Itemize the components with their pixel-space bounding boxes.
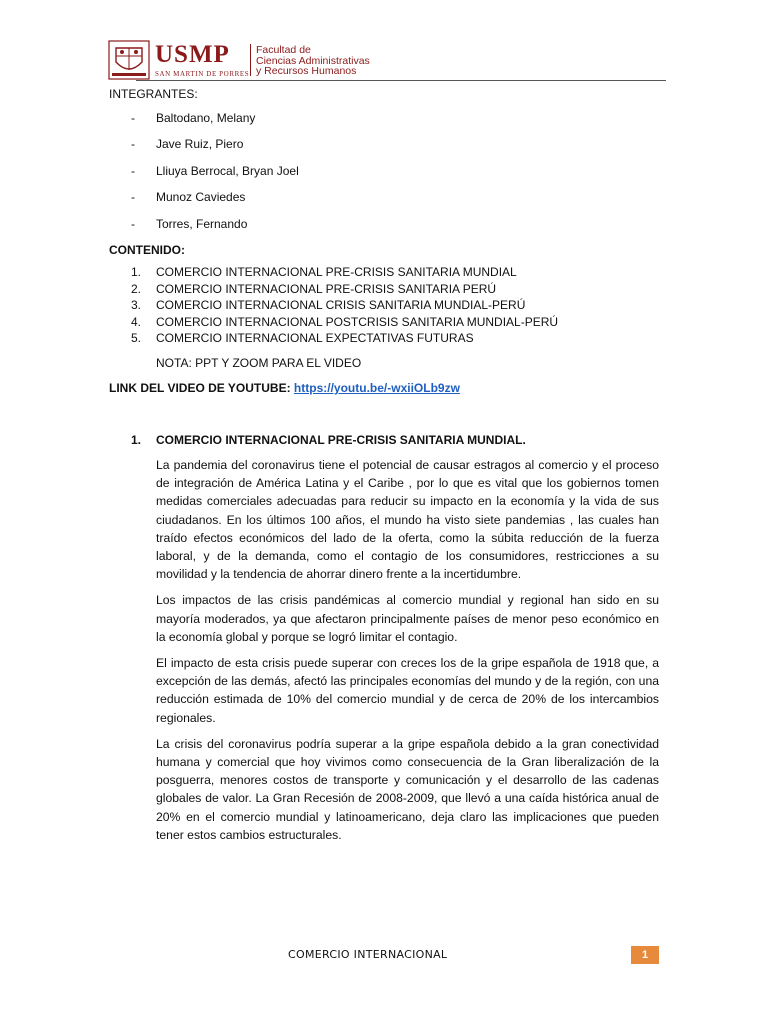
list-item: 4. COMERCIO INTERNACIONAL POSTCRISIS SANITARIA MUNDIAL-PERÚ	[131, 314, 559, 329]
video-link-label: LINK DEL VIDEO DE YOUTUBE:	[109, 380, 291, 395]
note: NOTA: PPT Y ZOOM PARA EL VIDEO	[156, 355, 362, 370]
paragraph: La crisis del coronavirus podría superar a la gripe española debido a la gran conectividad humana y comercial que hoy vivimos como consecuencia de la Gran liberalización de la posguerra, menores costos de transporte y comunicación y el desarrollo de las cadenas globales de valor. La Gran Recesión de 2008-2009, que llevó a una caída histórica anual de 20% en el comercio mundial y latinoamericano, deja claro las implicaciones que pueden tener estos cambios estructurales.	[156, 736, 659, 842]
paragraph: Los impactos de las crisis pandémicas al comercio mundial y regional han sido en su mayoría moderados, ya que afectaron principalmente países de menor peso económico en la economía global y porque se logró limitar el contagio.	[156, 593, 659, 644]
brand-block	[155, 42, 249, 78]
university-crest-icon	[108, 40, 150, 80]
header-divider	[250, 44, 251, 76]
member-name: Baltodano, Melany	[156, 111, 256, 125]
member-name: Torres, Fernando	[156, 216, 248, 231]
list-item: - Jave Ruiz, Piero	[131, 137, 244, 152]
list-item: - Baltodano, Melany	[131, 111, 256, 125]
contents-item: COMERCIO INTERNACIONAL PRE-CRISIS SANITARIA PERÚ	[156, 281, 497, 296]
brand-subtitle: SAN MARTIN DE PORRES	[155, 70, 250, 78]
list-item: - Lliuya Berrocal, Bryan Joel	[131, 163, 299, 178]
faculty-name	[256, 45, 370, 77]
paragraph: El impacto de esta crisis puede superar con creces los de la gripe española de 1918 que, a excepción de las demás, afectó las principales economías del mundo y de la región, con una reducción estimada de 10% del comercio mundial y de cerca de 20% de los intercambios regionales.	[156, 655, 659, 725]
list-item: - Munoz Caviedes	[131, 190, 246, 205]
list-item: 5. COMERCIO INTERNACIONAL EXPECTATIVAS FUTURAS	[131, 331, 474, 346]
document-header	[108, 40, 666, 82]
contents-item: COMERCIO INTERNACIONAL POSTCRISIS SANITARIA MUNDIAL-PERÚ	[156, 314, 559, 329]
member-name: Lliuya Berrocal, Bryan Joel	[156, 163, 299, 178]
faculty-line: Facultad de	[256, 44, 311, 56]
header-rule	[136, 80, 666, 81]
contents-item: COMERCIO INTERNACIONAL EXPECTATIVAS FUTURAS	[156, 331, 474, 346]
list-item: 2. COMERCIO INTERNACIONAL PRE-CRISIS SANITARIA PERÚ	[131, 281, 497, 296]
member-name: Munoz Caviedes	[156, 190, 246, 205]
member-name: Jave Ruiz, Piero	[156, 137, 244, 152]
contents-heading: CONTENIDO:	[109, 242, 185, 257]
contents-list	[109, 264, 659, 347]
footer-title: COMERCIO INTERNACIONAL	[288, 948, 448, 961]
section-number: 1.	[131, 432, 142, 447]
youtube-link[interactable]: https://youtu.be/-wxiiOLb9zw	[293, 380, 460, 395]
faculty-line: y Recursos Humanos	[256, 65, 357, 77]
members-list	[109, 110, 659, 242]
video-link-line	[109, 380, 659, 396]
section-title	[109, 432, 659, 448]
page-content	[109, 86, 659, 844]
paragraph: La pandemia del coronavirus tiene el potencial de causar estragos al comercio y el proceso de integración de América Latina y el Caribe , por lo que es vital que los gobiernos tomen medidas comerciales adecuadas para reducir su impacto en la economía y la vida de sus ciudadanos. En los últimos 100 años, el mundo ha visto siete pandemias , las cuales han traído efectos económicos del lado de la oferta, como la súbita reducción de la fuerza laboral, y de la demanda, como el contagio de los consumidores, restricciones a su movilidad y la tendencia de ahorrar dinero frente a la incertidumbre.	[156, 457, 659, 582]
page-number-badge: 1	[631, 946, 659, 964]
faculty-line: Ciencias Administrativas	[256, 54, 370, 67]
list-item: 1. COMERCIO INTERNACIONAL PRE-CRISIS SANITARIA MUNDIAL	[131, 264, 517, 279]
brand-name: USMP	[155, 41, 230, 68]
page-footer	[0, 946, 768, 966]
contents-item: COMERCIO INTERNACIONAL PRE-CRISIS SANITARIA MUNDIAL	[156, 264, 517, 279]
members-label: INTEGRANTES:	[109, 87, 198, 101]
section-heading: COMERCIO INTERNACIONAL PRE-CRISIS SANITARIA MUNDIAL.	[156, 432, 526, 447]
contents-item: COMERCIO INTERNACIONAL CRISIS SANITARIA MUNDIAL-PERÚ	[156, 298, 526, 313]
list-item: - Torres, Fernando	[131, 216, 248, 231]
list-item: 3. COMERCIO INTERNACIONAL CRISIS SANITARIA MUNDIAL-PERÚ	[131, 298, 526, 313]
